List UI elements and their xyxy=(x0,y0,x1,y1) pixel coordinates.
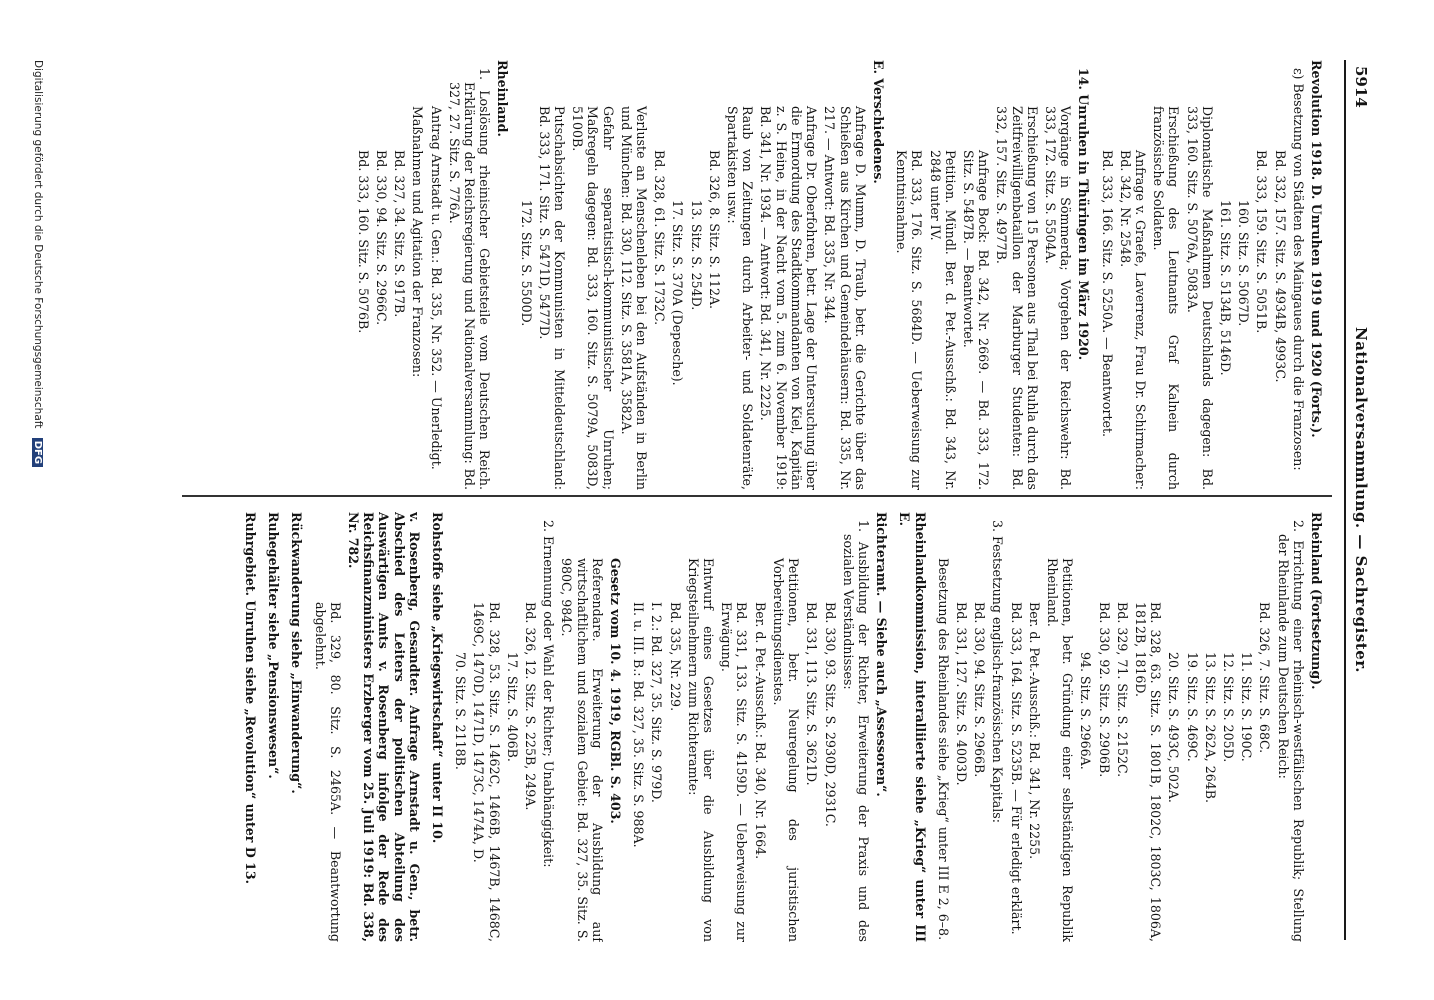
index-entry: Bd. 330, 94. Sitz. S. 2966B. xyxy=(972,602,988,778)
index-entry: Petitionen, betr. Gründung einer selbständigen Republik Rheinland. xyxy=(1044,558,1076,942)
index-entry: 94. Sitz. S. 2966A. xyxy=(1078,652,1094,770)
index-entry: 12. Sitz. S. 205D. xyxy=(1220,652,1236,763)
index-entry: 11. Sitz. S. 190C. xyxy=(1239,652,1255,762)
index-entry: Verluste an Menschenleben bei den Aufständen in Berlin und München: Bd. 330, 112. Sitz. S. 3581A, 3582A. xyxy=(618,106,650,490)
index-entry: 70. Sitz. S. 2118B. xyxy=(453,652,469,770)
page-header xyxy=(1344,60,1374,940)
index-entry: Anfrage v. Graefe, Laverrenz, Frau Dr. Schirmacher: Bd. 342, Nr. 2548. xyxy=(1117,150,1148,490)
right-column xyxy=(172,512,1332,942)
index-entry: Bd. 326, 12. Sitz. S. 225B, 249A. xyxy=(523,602,539,811)
index-entry: Maßnahmen und Agitation der Franzosen: xyxy=(410,106,426,378)
index-entry: 2. Ernennung oder Wahl der Richter; Unabhängigkeit: xyxy=(541,520,557,868)
index-entry: 20. Sitz. S. 493C, 502A. xyxy=(1166,652,1182,803)
index-entry: 161. Sitz. S. 5134B, 5146D. xyxy=(1217,200,1233,376)
index-entry: Rheinland. xyxy=(495,60,511,137)
index-entry: Raub von Zeitungen durch Arbeiter- und Soldatenräte, Spartakisten usw.: xyxy=(725,106,756,490)
index-entry: Erschießung von 15 Personen aus Thal bei Ruhla durch das Zeitfreiwilligenbataillon der Marburger Studenten: Bd. 332, 157. Sitz. S. 4977B. xyxy=(994,106,1040,490)
page-title: Nationalversammlung. — Sachregister. xyxy=(1352,326,1370,673)
index-entry: Bd. 330, 93. Sitz. S. 2930D, 2931C. xyxy=(822,602,838,827)
index-entry: Rückwanderung siehe „Einwanderung“. xyxy=(289,512,305,794)
index-entry: ε) Besetzung von Städten des Maingaues durch die Franzosen: xyxy=(1290,68,1306,471)
index-entry: Diplomatische Maßnahmen Deutschlands dagegen: Bd. 333, 160. Sitz. S. 5076A, 5083A. xyxy=(1184,106,1215,490)
index-entry: Anfrage Bock: Bd. 342, Nr. 2669. — Bd. 333, 172. Sitz. S. 5487B. — Beantwortet. xyxy=(960,150,992,490)
credit-text: Digitalisierung gefördert durch die Deutsche Forschungsgemeinschaft xyxy=(32,60,44,429)
index-entry: Ber. d. Pet.-Ausschß.: Bd. 340, Nr. 1664. xyxy=(752,602,768,860)
index-entry: Bd. 329, 80. Sitz. S. 2465A. — Beantwortung abgelehnt. xyxy=(312,602,343,942)
index-entry: Besetzung des Rheinlandes siehe „Krieg“ unter III E 2, 6–8. xyxy=(935,558,951,941)
index-entry: Bd. 328, 63. Sitz. S. 1801B, 1802C, 1803C, 1806A, 1812B, 1816D. xyxy=(1132,602,1164,942)
index-entry: Petitionen, betr. Neuregelung des juristischen Vorbereitungsdienstes. xyxy=(770,558,802,942)
index-entry: Bd. 329, 71. Sitz. S. 2152C. xyxy=(1114,602,1130,778)
index-entry: Bd. 327, 34. Sitz. S. 917B. xyxy=(392,150,408,318)
digitization-credit xyxy=(24,60,44,940)
index-entry: Richteramt. — Siehe auch „Assessoren“. xyxy=(874,512,890,797)
index-entry: Petition. Mündl. Ber. d. Pet.-Ausschß.: Bd. 343, Nr. 2848 unter IV. xyxy=(927,150,958,490)
index-entry: 17. Sitz. S. 406B. xyxy=(504,652,520,762)
index-entry: Bd. 335, Nr. 229. xyxy=(667,602,683,712)
column-divider xyxy=(182,495,1332,497)
index-entry: II. u. III. B.: Bd. 327, 35. Sitz. S. 988A. xyxy=(631,602,647,848)
index-entry: Gesetz vom 10. 4. 1919, RGBl. S. 403. xyxy=(608,558,624,824)
index-entry: Rheinland (Fortsetzung). xyxy=(1309,512,1324,690)
index-entry: Bd. 330, 94. Sitz. S. 2966C. xyxy=(374,150,390,326)
left-column xyxy=(172,60,1332,490)
index-entry: Referendare. Erweiterung der Ausbildung auf wirtschaftlichem und sozialem Gebiet: Bd. 327, 35. Sitz. S. 980C, 984C. xyxy=(559,558,605,942)
index-entry: 19. Sitz. S. 469C. xyxy=(1184,652,1200,762)
index-entry: 160. Sitz. S. 5067D. xyxy=(1236,200,1252,327)
index-entry: Gefahr separatistisch-kommunistischer Unruhen; Maßregeln dagegen: Bd. 333, 160. Sitz. S. 5079A, 5083D, 5100B. xyxy=(570,106,616,490)
index-entry: Ruhegehälter siehe „Pensionswesen“. xyxy=(266,512,282,779)
index-entry: v. Rosenberg, Gesandter. Anfrage Arnstadt u. Gen., betr. Abschied des Leiters der politischen Abteilung des Auswärtigen Amts v. Rosenberg infolge der Rede des Reichsfinanzministers Erzberger vom 25. Juli 1919: Bd. 338, Nr. 782. xyxy=(346,512,422,942)
index-entry: 13. Sitz. S. 254D. xyxy=(688,200,704,311)
index-entry: Anfrage Dr. Oberfohren, betr. Lage der Untersuchung über die Ermordung des Stadtkommandanten von Kiel, Kapitän z. S. Heine, in der Nacht vom 5. zum 6. November 1919: Bd. 341, Nr. 1934. — Antwort: Bd. 341, Nr. 2225. xyxy=(758,106,820,490)
index-entry: Bd. 326, 8. Sitz. S. 112A. xyxy=(706,150,722,310)
index-entry: Bd. 333, 164. Sitz. S. 5235B. — Für erledigt erklärt. xyxy=(1008,602,1024,935)
index-entry: 2. Errichtung einer rheinisch-westfälischen Republik; Stellung der Rheinlande zum Deutschen Reich: xyxy=(1275,520,1306,942)
index-entry: 13. Sitz. S. 262A, 264B. xyxy=(1202,652,1218,804)
index-entry: 14. Unruhen in Thüringen im März 1920. xyxy=(1076,68,1092,361)
index-entry: Antrag Arnstadt u. Gen.: Bd. 335, Nr. 352. — Unerledigt. xyxy=(428,106,444,470)
index-entry: 1. Loslösung rheinischer Gebietsteile vom Deutschen Reich. Erklärung der Reichsregierung und Nationalversammlung: Bd. 327, 27. Sitz. S. 776A. xyxy=(446,68,493,490)
index-entry: Bd. 326, 7. Sitz. S. 68C. xyxy=(1257,602,1273,754)
index-entry: Bd. 328, 53. Sitz. S. 1462C, 1466B, 1467B, 1468C, 1469C, 1470D, 1471D, 1473C, 1474A, D. xyxy=(471,602,502,942)
page-number: 5914 xyxy=(1352,66,1370,108)
index-entry: Bd. 328, 61. Sitz. S. 1732C. xyxy=(652,150,668,326)
index-entry: Bd. 333, 166. Sitz. S. 5250A. — Beantwortet. xyxy=(1099,150,1115,438)
index-entry: 1. Ausbildung der Richter, Erweiterung der Praxis und des sozialen Verständnisses: xyxy=(840,520,871,942)
index-entry: E. Verschiedenes. xyxy=(870,60,886,184)
index-entry: I. 2.: Bd. 327, 35. Sitz. S. 979D. xyxy=(649,602,665,803)
index-entry: 3. Festsetzung englisch-französischen Kapitals: xyxy=(990,520,1006,824)
index-entry: Bd. 331, 127. Sitz. S. 4003D. xyxy=(953,602,969,786)
index-entry: Bd. 332, 157. Sitz. S. 4934B, 4993C. xyxy=(1272,150,1288,383)
index-entry: Revolution 1918. D. Unruhen 1919 und 1920 (Forts.). xyxy=(1309,60,1324,438)
index-entry: Erschießung des Leutnants Graf Kalnein durch französische Soldaten. xyxy=(1151,106,1182,490)
index-entry: Ber. d. Pet.-Ausschß.: Bd. 341, Nr. 2255. xyxy=(1026,602,1042,860)
index-entry: 17. Sitz. S. 370A (Depesche). xyxy=(670,200,686,386)
index-entry: Bd. 330, 92. Sitz. S. 2906B. xyxy=(1096,602,1112,778)
index-entry: Vorgänge in Sömmerda; Vorgehen der Reichswehr: Bd. 333, 172. Sitz. S. 5504A. xyxy=(1042,106,1074,490)
index-entry: Bd. 331, 133. Sitz. S. 4159D. — Ueberweisung zur Erwägung. xyxy=(719,602,750,942)
index-entry: Rheinlandkommission, interalliierte siehe „Krieg“ unter III E. xyxy=(897,512,928,942)
index-entry: Bd. 333, 176. Sitz. S. 5684D. — Ueberweisung zur Kenntnisnahme. xyxy=(894,150,925,490)
index-entry: Bd. 333, 160. Sitz. S. 5076B. xyxy=(355,150,371,334)
index-entry: Ruhrgebiet. Unruhen siehe „Revolution“ unter D 13. xyxy=(243,512,259,885)
dfg-logo: DFG xyxy=(32,438,43,467)
index-entry: Entwurf eines Gesetzes über die Ausbildung von Kriegsteilnehmern zum Richteramte: xyxy=(685,558,717,942)
index-entry: Rohstoffe siehe „Kriegswirtschaft“ unter II 10. xyxy=(430,512,446,844)
index-entry: Bd. 333, 159. Sitz. S. 5051B. xyxy=(1254,150,1270,334)
index-entry: Putschabsichten der Kommunisten in Mitteldeutschland: Bd. 333, 171. Sitz. S. 5471D, 5477D. xyxy=(536,106,568,490)
index-entry: 172. Sitz. S. 5500D. xyxy=(518,200,534,327)
index-entry: Bd. 331, 113. Sitz. S. 3621D. xyxy=(804,602,820,786)
index-entry: Anfrage D. Mumm, D. Traub, betr. die Gerichte über das Schießen aus Kirchen und Gemeindehäusern: Bd. 335, Nr. 217. — Antwort: Bd. 335, Nr. 344. xyxy=(822,106,868,490)
